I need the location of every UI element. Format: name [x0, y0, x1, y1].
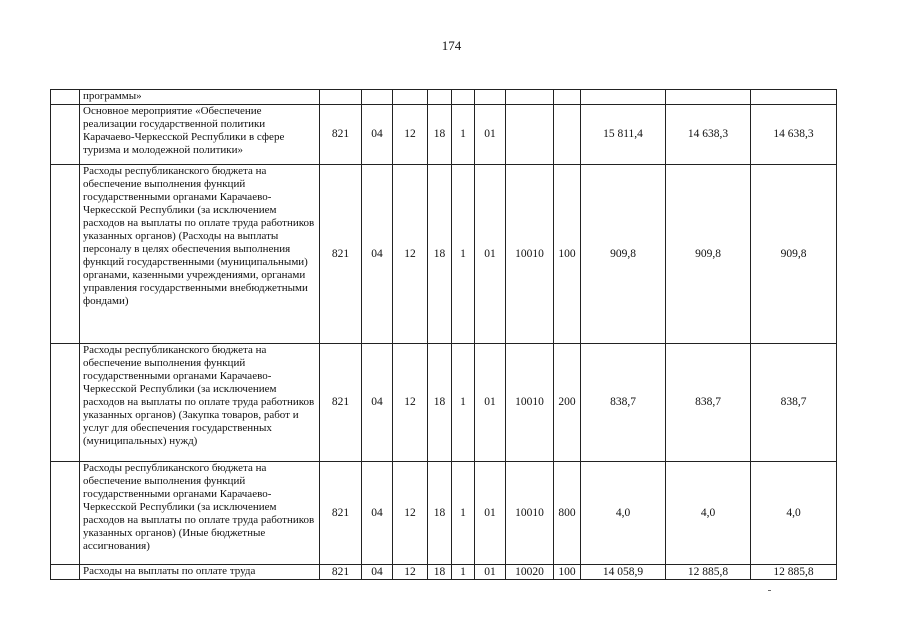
direction-cell [506, 90, 554, 105]
description-cell: Расходы республиканского бюджета на обеспечение выполнения функций государственными органами Карачаево-Черкесской Республики (за исключением расходов на выплаты по оплате труда работников указанных органов) (Иные бюджетные ассигнования) [80, 462, 320, 565]
subprogram-cell [452, 90, 475, 105]
row-number-cell [51, 565, 80, 580]
year2-amount-cell: 4,0 [666, 462, 751, 565]
description-cell: Расходы республиканского бюджета на обеспечение выполнения функций государственными органами Карачаево-Черкесской Республики (за исключением расходов на выплаты по оплате труда работников указанных органов) (Закупка товаров, работ и услуг для обеспечения государственных (муниципальных) нужд) [80, 344, 320, 462]
expense-type-cell [554, 105, 581, 165]
description-cell: Расходы на выплаты по оплате труда [80, 565, 320, 580]
event-cell: 01 [475, 565, 506, 580]
row-number-cell [51, 90, 80, 105]
year2-amount-cell: 14 638,3 [666, 105, 751, 165]
program-cell: 18 [428, 165, 452, 344]
grbs-cell: 821 [320, 462, 362, 565]
expense-type-cell [554, 90, 581, 105]
year3-amount-cell: 909,8 [751, 165, 837, 344]
direction-cell [506, 105, 554, 165]
subsection-cell: 12 [393, 344, 428, 462]
year1-amount-cell: 4,0 [581, 462, 666, 565]
subprogram-cell: 1 [452, 105, 475, 165]
year3-amount-cell: 14 638,3 [751, 105, 837, 165]
table-body [51, 90, 837, 580]
event-cell: 01 [475, 165, 506, 344]
year3-amount-cell: 4,0 [751, 462, 837, 565]
section-cell: 04 [362, 565, 393, 580]
scan-speck [768, 590, 771, 591]
year1-amount-cell [581, 90, 666, 105]
program-cell: 18 [428, 105, 452, 165]
expense-type-cell: 800 [554, 462, 581, 565]
table-row [51, 344, 837, 462]
program-cell: 18 [428, 462, 452, 565]
year1-amount-cell: 14 058,9 [581, 565, 666, 580]
section-cell: 04 [362, 462, 393, 565]
year3-amount-cell [751, 90, 837, 105]
subprogram-cell: 1 [452, 344, 475, 462]
event-cell: 01 [475, 344, 506, 462]
section-cell: 04 [362, 105, 393, 165]
subsection-cell: 12 [393, 565, 428, 580]
direction-cell: 10020 [506, 565, 554, 580]
grbs-cell: 821 [320, 105, 362, 165]
program-cell: 18 [428, 344, 452, 462]
subsection-cell: 12 [393, 165, 428, 344]
row-number-cell [51, 344, 80, 462]
subsection-cell: 12 [393, 462, 428, 565]
direction-cell: 10010 [506, 165, 554, 344]
subprogram-cell: 1 [452, 165, 475, 344]
program-cell: 18 [428, 565, 452, 580]
expense-type-cell: 200 [554, 344, 581, 462]
budget-table [50, 89, 837, 580]
grbs-cell: 821 [320, 344, 362, 462]
year2-amount-cell [666, 90, 751, 105]
year3-amount-cell: 838,7 [751, 344, 837, 462]
year2-amount-cell: 12 885,8 [666, 565, 751, 580]
direction-cell: 10010 [506, 462, 554, 565]
table-row [51, 462, 837, 565]
table-row [51, 90, 837, 105]
row-number-cell [51, 105, 80, 165]
subsection-cell: 12 [393, 105, 428, 165]
expense-type-cell: 100 [554, 565, 581, 580]
grbs-cell: 821 [320, 165, 362, 344]
year3-amount-cell: 12 885,8 [751, 565, 837, 580]
section-cell: 04 [362, 344, 393, 462]
direction-cell: 10010 [506, 344, 554, 462]
program-cell [428, 90, 452, 105]
year2-amount-cell: 909,8 [666, 165, 751, 344]
description-cell: Основное мероприятие «Обеспечение реализации государственной политики Карачаево-Черкесской Республики в сфере туризма и молодежной политики» [80, 105, 320, 165]
subprogram-cell: 1 [452, 565, 475, 580]
table-row [51, 565, 837, 580]
year1-amount-cell: 15 811,4 [581, 105, 666, 165]
event-cell: 01 [475, 462, 506, 565]
year1-amount-cell: 838,7 [581, 344, 666, 462]
event-cell [475, 90, 506, 105]
section-cell [362, 90, 393, 105]
subsection-cell [393, 90, 428, 105]
description-cell: Расходы республиканского бюджета на обеспечение выполнения функций государственными органами Карачаево-Черкесской Республики (за исключением расходов на выплаты по оплате труда работников указанных органов) (Расходы на выплаты персоналу в целях обеспечения выполнения функций государственными (муниципальными) органами, казенными учреждениями, органами управления государственными внебюджетными фондами) [80, 165, 320, 344]
year2-amount-cell: 838,7 [666, 344, 751, 462]
table-row [51, 165, 837, 344]
year1-amount-cell: 909,8 [581, 165, 666, 344]
table-row [51, 105, 837, 165]
event-cell: 01 [475, 105, 506, 165]
section-cell: 04 [362, 165, 393, 344]
description-cell: программы» [80, 90, 320, 105]
row-number-cell [51, 462, 80, 565]
subprogram-cell: 1 [452, 462, 475, 565]
grbs-cell [320, 90, 362, 105]
page-number: 174 [441, 38, 462, 53]
row-number-cell [51, 165, 80, 344]
grbs-cell: 821 [320, 565, 362, 580]
expense-type-cell: 100 [554, 165, 581, 344]
